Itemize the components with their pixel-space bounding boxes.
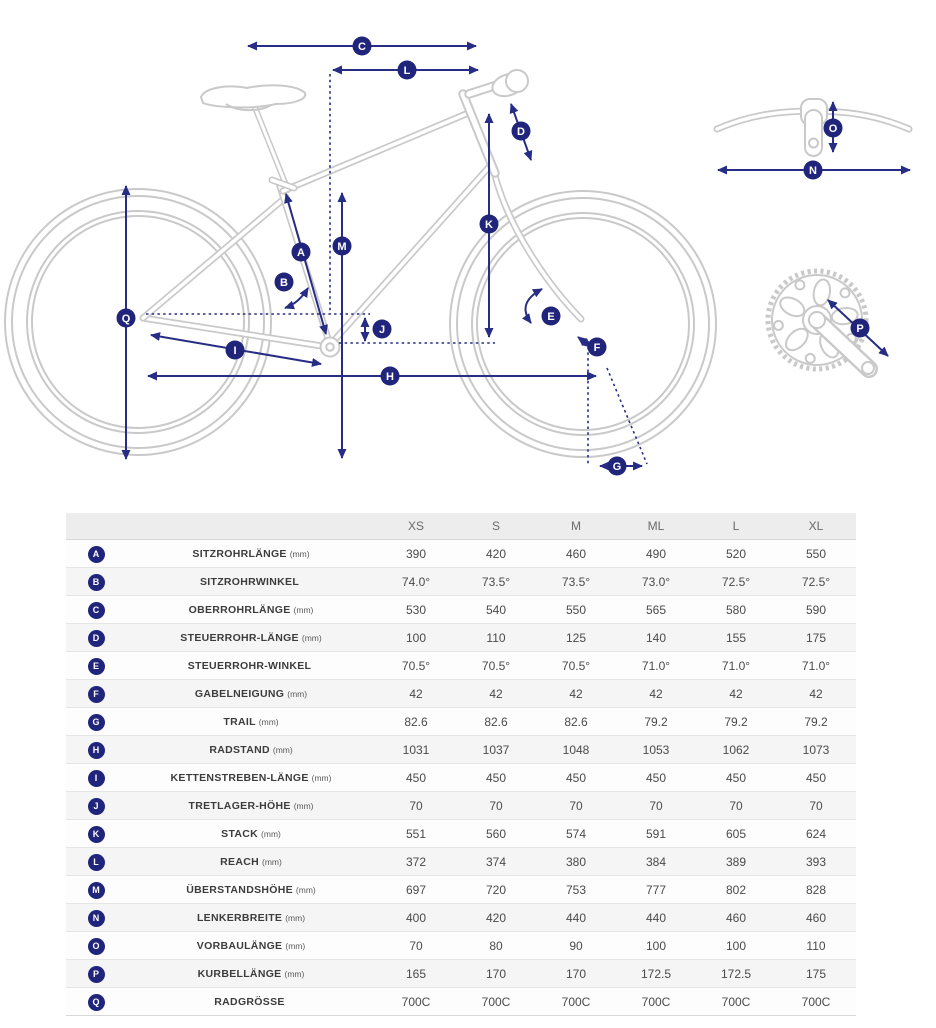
diagram-badge-k <box>480 215 499 234</box>
row-unit: (mm) <box>262 857 282 867</box>
value-cell: 73.5° <box>561 574 591 589</box>
diagram-badge-i <box>226 341 245 360</box>
value-cell: 700C <box>801 994 831 1009</box>
saddle <box>201 85 305 110</box>
value-cell: 591 <box>645 826 667 841</box>
value-cell: 71.0° <box>801 658 831 673</box>
svg-text:I: I <box>233 345 237 357</box>
row-label: GABELNEIGUNG <box>194 688 285 700</box>
diagram-badge-h <box>381 367 400 386</box>
value-cell: 753 <box>565 882 587 897</box>
value-cell: 74.0° <box>401 574 431 589</box>
value-cell: 100 <box>405 630 427 645</box>
row-unit: (mm) <box>311 773 332 783</box>
handlebar-detail <box>717 99 909 156</box>
row-label: SITZROHRLÄNGE <box>192 548 287 560</box>
row-letter-badge: B <box>88 574 105 591</box>
svg-text:Q: Q <box>121 313 131 325</box>
value-cell: 1053 <box>642 742 670 757</box>
value-cell: 720 <box>485 882 507 897</box>
svg-text:M: M <box>337 241 347 253</box>
value-cell: 400 <box>405 910 427 925</box>
value-cell: 450 <box>725 770 747 785</box>
bottom-bracket <box>321 338 340 357</box>
value-cell: 82.6 <box>484 714 508 729</box>
size-column-header-ml: ML <box>616 513 696 540</box>
value-cell: 1031 <box>402 742 430 757</box>
value-cell: 170 <box>565 966 587 981</box>
value-cell: 42 <box>809 686 823 701</box>
row-label: STEUERROHR-LÄNGE <box>180 632 299 644</box>
table-row <box>66 624 856 652</box>
value-cell: 175 <box>805 966 827 981</box>
value-cell: 1062 <box>722 742 750 757</box>
dim-A-seat-tube <box>286 194 326 334</box>
value-cell: 1073 <box>802 742 830 757</box>
geometry-table <box>66 513 856 1016</box>
value-cell: 560 <box>485 826 507 841</box>
value-cell: 73.0° <box>641 574 671 589</box>
value-cell: 140 <box>645 630 667 645</box>
value-cell: 384 <box>645 854 667 869</box>
svg-text:B: B <box>280 277 288 289</box>
bike-geometry-diagram <box>0 0 936 500</box>
row-letter-badge: H <box>88 742 105 759</box>
value-cell: 42 <box>729 686 743 701</box>
value-cell: 71.0° <box>721 658 751 673</box>
row-unit: (mm) <box>287 689 308 699</box>
value-cell: 100 <box>645 938 667 953</box>
svg-text:D: D <box>517 126 525 138</box>
value-cell: 170 <box>485 966 507 981</box>
row-letter-badge: G <box>88 714 105 731</box>
value-cell: 70 <box>569 798 583 813</box>
row-letter-badge: I <box>88 770 105 787</box>
value-cell: 460 <box>725 910 747 925</box>
diagram-badge-q <box>117 309 136 328</box>
pedal-hole <box>862 362 874 374</box>
table-row <box>66 652 856 680</box>
value-cell: 155 <box>725 630 747 645</box>
value-cell: 828 <box>805 882 827 897</box>
row-unit: (mm) <box>285 941 306 951</box>
value-cell: 82.6 <box>404 714 428 729</box>
value-cell: 175 <box>805 630 827 645</box>
value-cell: 550 <box>805 546 827 561</box>
value-cell: 530 <box>405 602 427 617</box>
value-cell: 70 <box>729 798 743 813</box>
table-row <box>66 568 856 596</box>
value-cell: 580 <box>725 602 747 617</box>
value-cell: 70 <box>649 798 663 813</box>
value-cell: 79.2 <box>804 714 828 729</box>
table-row <box>66 988 856 1016</box>
diagram-badge-d <box>512 122 531 141</box>
value-cell: 70.5° <box>561 658 591 673</box>
row-unit: (mm) <box>258 717 279 727</box>
stem-body <box>805 110 822 156</box>
table-row <box>66 960 856 988</box>
row-unit: (mm) <box>293 801 314 811</box>
svg-text:H: H <box>386 371 394 383</box>
svg-text:E: E <box>547 311 555 323</box>
value-cell: 389 <box>725 854 747 869</box>
value-cell: 450 <box>805 770 827 785</box>
svg-text:K: K <box>485 219 493 231</box>
row-label: OBERROHRLÄNGE <box>188 604 291 616</box>
size-column-header-l: L <box>696 513 776 540</box>
size-column-header-s: S <box>456 513 536 540</box>
value-cell: 70 <box>409 938 423 953</box>
row-unit: (mm) <box>272 745 293 755</box>
value-cell: 42 <box>649 686 663 701</box>
value-cell: 700C <box>481 994 511 1009</box>
table-row <box>66 764 856 792</box>
diagram-badge-p <box>851 319 870 338</box>
diagram-badge-n <box>804 161 823 180</box>
value-cell: 1048 <box>562 742 590 757</box>
diagram-badge-a <box>292 243 311 262</box>
dim-E-head-angle-arc <box>526 289 542 323</box>
value-cell: 420 <box>485 910 507 925</box>
value-cell: 520 <box>725 546 747 561</box>
value-cell: 551 <box>405 826 427 841</box>
svg-text:F: F <box>593 342 601 354</box>
value-cell: 390 <box>405 546 427 561</box>
row-letter-badge: K <box>88 826 105 843</box>
svg-text:N: N <box>809 165 817 177</box>
dim-B-seat-angle-arc <box>285 288 308 308</box>
table-row <box>66 540 856 568</box>
value-cell: 450 <box>405 770 427 785</box>
row-unit: (mm) <box>295 885 316 895</box>
svg-text:O: O <box>828 123 838 135</box>
row-letter-badge: P <box>88 966 105 983</box>
value-cell: 72.5° <box>801 574 831 589</box>
value-cell: 79.2 <box>644 714 668 729</box>
value-cell: 80 <box>489 938 503 953</box>
row-letter-badge: M <box>88 882 105 899</box>
row-letter-badge: F <box>88 686 105 703</box>
value-cell: 42 <box>409 686 423 701</box>
table-row <box>66 596 856 624</box>
value-cell: 450 <box>485 770 507 785</box>
value-cell: 777 <box>645 882 667 897</box>
stem-bolt <box>809 139 818 148</box>
bike-drawing <box>5 70 716 457</box>
value-cell: 697 <box>405 882 427 897</box>
row-letter-badge: N <box>88 910 105 927</box>
value-cell: 90 <box>569 938 583 953</box>
diagram-badge-j <box>373 320 392 339</box>
diagram-badge-b <box>275 273 294 292</box>
svg-text:P: P <box>856 323 864 335</box>
value-cell: 110 <box>486 630 506 645</box>
row-letter-badge: E <box>88 658 105 675</box>
value-cell: 700C <box>721 994 751 1009</box>
row-label: LENKERBREITE <box>196 912 283 924</box>
row-letter-badge: C <box>88 602 105 619</box>
value-cell: 460 <box>805 910 827 925</box>
row-unit: (mm) <box>284 969 305 979</box>
value-cell: 574 <box>565 826 587 841</box>
value-cell: 100 <box>725 938 747 953</box>
value-cell: 70 <box>809 798 823 813</box>
svg-text:G: G <box>612 461 622 473</box>
svg-text:L: L <box>403 65 411 77</box>
value-cell: 590 <box>805 602 827 617</box>
value-cell: 70 <box>409 798 423 813</box>
value-cell: 380 <box>565 854 587 869</box>
row-letter-badge: L <box>88 854 105 871</box>
size-column-header-xs: XS <box>376 513 456 540</box>
value-cell: 70.5° <box>481 658 511 673</box>
value-cell: 624 <box>805 826 827 841</box>
value-cell: 372 <box>405 854 427 869</box>
table-row <box>66 736 856 764</box>
svg-text:J: J <box>378 324 386 336</box>
table-header-row <box>66 513 856 540</box>
row-label: TRETLAGER-HÖHE <box>188 800 291 812</box>
value-cell: 70.5° <box>401 658 431 673</box>
diagram-badge-l <box>398 61 417 80</box>
svg-text:C: C <box>358 41 366 53</box>
row-label: RADSTAND <box>209 744 270 756</box>
table-row <box>66 820 856 848</box>
table-row <box>66 792 856 820</box>
value-cell: 490 <box>645 546 667 561</box>
value-cell: 565 <box>645 602 667 617</box>
size-column-header-m: M <box>536 513 616 540</box>
value-cell: 73.5° <box>481 574 511 589</box>
row-unit: (mm) <box>261 829 281 839</box>
value-cell: 172.5 <box>640 966 672 981</box>
table-row <box>66 708 856 736</box>
row-unit: (mm) <box>293 605 314 615</box>
diagram-badge-g <box>608 457 627 476</box>
value-cell: 1037 <box>482 742 510 757</box>
row-label: REACH <box>220 856 259 868</box>
value-cell: 393 <box>805 854 827 869</box>
row-label: RADGRÖSSE <box>214 996 285 1008</box>
row-unit: (mm) <box>301 633 322 643</box>
row-label: SITZROHRWINKEL <box>199 576 300 588</box>
value-cell: 172.5 <box>720 966 752 981</box>
value-cell: 440 <box>565 910 587 925</box>
row-letter-badge: O <box>88 938 105 955</box>
table-row <box>66 904 856 932</box>
row-label: KURBELLÄNGE <box>197 968 282 980</box>
value-cell: 70 <box>489 798 503 813</box>
value-cell: 42 <box>489 686 503 701</box>
value-cell: 82.6 <box>564 714 588 729</box>
row-label: STACK <box>221 828 259 840</box>
value-cell: 700C <box>401 994 431 1009</box>
row-unit: (mm) <box>285 913 306 923</box>
value-cell: 71.0° <box>641 658 671 673</box>
stem-and-grip <box>469 70 528 100</box>
diagram-badge-c <box>353 37 372 56</box>
table-row <box>66 848 856 876</box>
value-cell: 700C <box>561 994 591 1009</box>
size-column-header-xl: XL <box>776 513 856 540</box>
row-label: TRAIL <box>223 716 256 728</box>
table-row <box>66 932 856 960</box>
row-letter-badge: A <box>88 546 105 563</box>
value-cell: 79.2 <box>724 714 748 729</box>
value-cell: 550 <box>565 602 587 617</box>
diagram-badge-m <box>333 237 352 256</box>
value-cell: 72.5° <box>721 574 751 589</box>
diagram-badge-o <box>824 119 843 138</box>
svg-text:A: A <box>297 247 305 259</box>
diagram-badge-e <box>542 307 561 326</box>
row-label: VORBAULÄNGE <box>196 940 283 952</box>
value-cell: 540 <box>485 602 507 617</box>
value-cell: 165 <box>405 966 427 981</box>
table-row <box>66 680 856 708</box>
row-unit: (mm) <box>289 549 310 559</box>
row-letter-badge: J <box>88 798 105 815</box>
value-cell: 450 <box>565 770 587 785</box>
value-cell: 440 <box>645 910 667 925</box>
row-label: ÜBERSTANDSHÖHE <box>186 884 293 896</box>
row-letter-badge: D <box>88 630 105 647</box>
value-cell: 374 <box>485 854 507 869</box>
value-cell: 460 <box>565 546 587 561</box>
value-cell: 110 <box>806 938 826 953</box>
value-cell: 802 <box>725 882 747 897</box>
value-cell: 42 <box>569 686 583 701</box>
value-cell: 125 <box>565 630 587 645</box>
row-letter-badge: Q <box>88 994 105 1011</box>
row-label: KETTENSTREBEN-LÄNGE <box>170 772 309 784</box>
value-cell: 605 <box>725 826 747 841</box>
value-cell: 700C <box>641 994 671 1009</box>
value-cell: 450 <box>645 770 667 785</box>
diagram-badge-f <box>588 338 607 357</box>
rear-wheel <box>5 189 271 455</box>
row-label: STEUERROHR-WINKEL <box>187 660 312 672</box>
table-row <box>66 876 856 904</box>
value-cell: 420 <box>485 546 507 561</box>
